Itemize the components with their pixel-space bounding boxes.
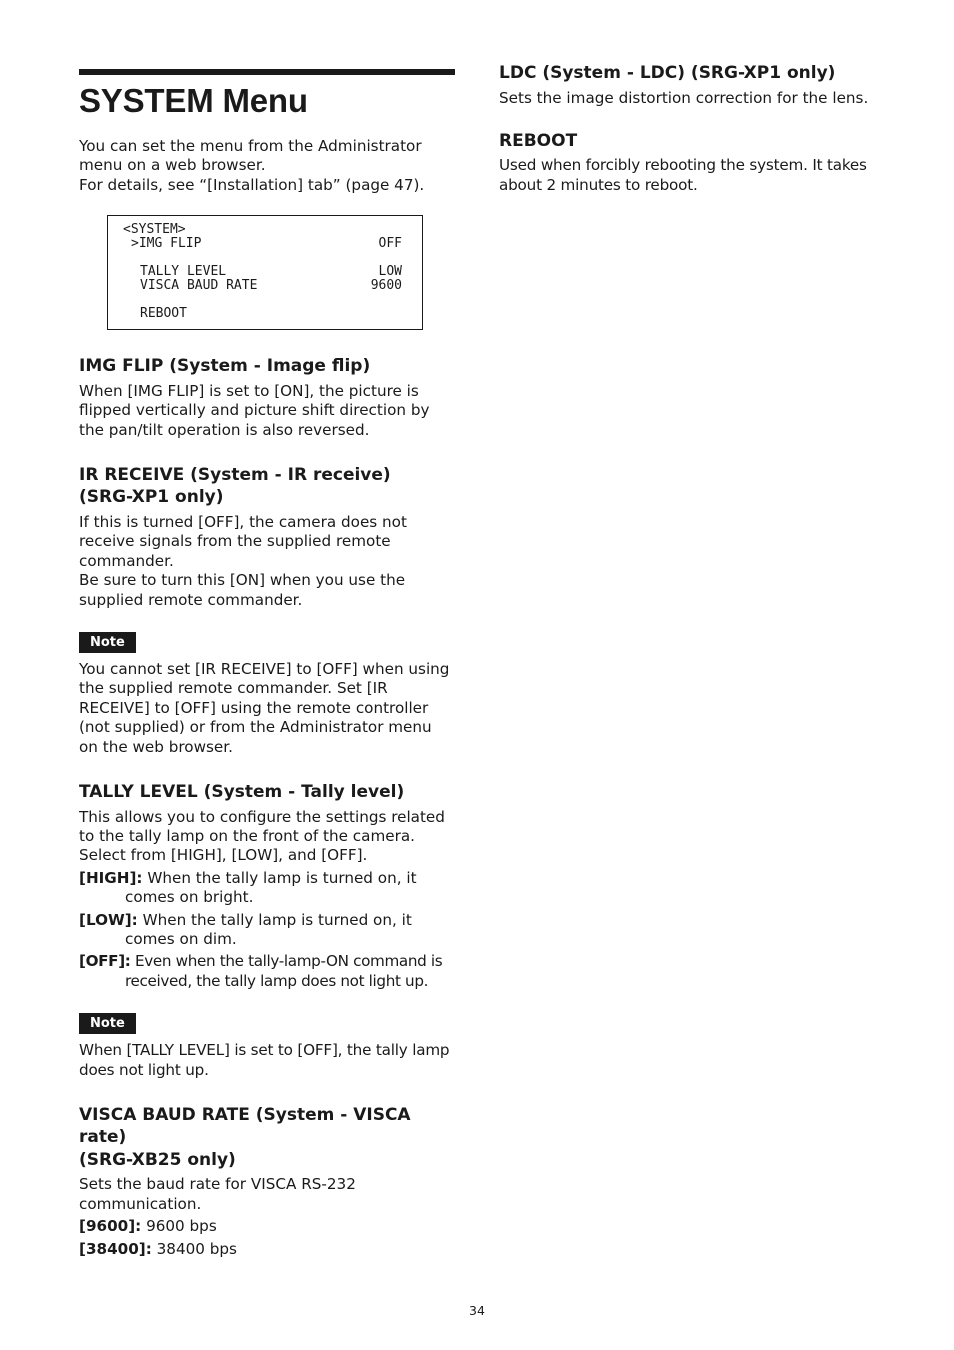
body-visca: Sets the baud rate for VISCA RS-232 communication. xyxy=(79,1175,356,1213)
note-badge: Note xyxy=(79,1013,136,1034)
body-ir-receive-2: Be sure to turn this [ON] when you use the supplied remote commander. xyxy=(79,571,406,609)
option-key: [OFF]: xyxy=(79,952,131,971)
body-reboot: Used when forcibly rebooting the system. It takes about 2 minutes to reboot. xyxy=(499,156,867,194)
menu-row-label: REBOOT xyxy=(140,306,187,322)
note-badge: Note xyxy=(79,632,136,653)
heading-img-flip: IMG FLIP (System - Image flip) xyxy=(79,356,371,377)
menu-header-text: <SYSTEM> xyxy=(123,222,186,238)
option-9600 xyxy=(79,1217,455,1236)
section-reboot xyxy=(499,130,889,195)
heading-visca-line-1: VISCA BAUD RATE (System - VISCA rate) xyxy=(79,1104,411,1148)
menu-gap xyxy=(123,251,402,265)
menu-row-label: TALLY LEVEL xyxy=(140,264,227,280)
option-low xyxy=(79,911,455,950)
option-key: [38400]: xyxy=(79,1239,152,1258)
menu-row-value: OFF xyxy=(378,236,402,252)
heading-visca-line-2: (SRG-XB25 only) xyxy=(79,1149,236,1170)
option-key: [9600]: xyxy=(79,1217,142,1236)
menu-row-visca-baud-rate xyxy=(123,279,402,293)
option-key: [HIGH]: xyxy=(79,868,143,887)
option-text: 9600 bps xyxy=(146,1217,217,1236)
body-ldc: Sets the image distortion correction for the lens. xyxy=(499,88,869,107)
intro-line-1: You can set the menu from the Administrator menu on a web browser. xyxy=(79,137,422,175)
title-rule xyxy=(79,69,455,75)
menu-row-tally-level xyxy=(123,265,402,279)
menu-header xyxy=(123,223,402,237)
section-ldc xyxy=(499,62,889,108)
option-off xyxy=(79,952,455,991)
heading-ir-receive-line-2: (SRG-XP1 only) xyxy=(79,487,224,508)
heading-visca xyxy=(79,1104,455,1172)
option-text: When the tally lamp is turned on, it comes on dim. xyxy=(125,910,412,948)
note-ir-receive: You cannot set [IR RECEIVE] to [OFF] when using the supplied remote commander. Set [IR RECEIVE] to [OFF] using the remote controller (not supplied) or from the Administrator menu on the web browser. xyxy=(79,659,450,756)
intro-line-2: For details, see “[Installation] tab” (page 47). xyxy=(79,175,425,194)
section-img-flip xyxy=(79,355,455,440)
section-visca-baud-rate xyxy=(79,1104,455,1259)
body-img-flip: When [IMG FLIP] is set to [ON], the picture is flipped vertically and picture shift direction by the pan/tilt operation is also reversed. xyxy=(79,381,430,439)
menu-row-label: >IMG FLIP xyxy=(131,236,202,252)
option-key: [LOW]: xyxy=(79,910,138,929)
heading-tally-level: TALLY LEVEL (System - Tally level) xyxy=(79,782,405,802)
page-title: SYSTEM Menu xyxy=(79,82,308,119)
menu-row-reboot xyxy=(123,307,402,321)
page-number: 34 xyxy=(469,1303,485,1318)
note-tally-level: When [TALLY LEVEL] is set to [OFF], the tally lamp does not light up. xyxy=(79,1041,450,1079)
heading-reboot: REBOOT xyxy=(499,130,578,151)
option-text: 38400 bps xyxy=(156,1239,237,1258)
menu-row-value: 9600 xyxy=(370,278,402,294)
body-ir-receive-1: If this is turned [OFF], the camera does not receive signals from the supplied remote commander. xyxy=(79,512,407,570)
menu-gap xyxy=(123,293,402,307)
section-tally-level xyxy=(79,781,455,1080)
heading-ir-receive-line-1: IR RECEIVE (System - IR receive) xyxy=(79,464,391,485)
menu-row-value: LOW xyxy=(378,264,402,280)
body-tally-level: This allows you to configure the settings related to the tally lamp on the front of the camera. Select from [HIGH], [LOW], and [OFF]. xyxy=(79,807,445,865)
option-38400 xyxy=(79,1240,455,1259)
left-column xyxy=(79,69,455,1259)
option-text: Even when the tally-lamp-ON command is received, the tally lamp does not light up. xyxy=(125,952,443,990)
menu-row-img-flip xyxy=(123,237,402,251)
heading-ir-receive xyxy=(79,464,455,509)
option-high xyxy=(79,869,455,908)
right-column xyxy=(499,62,889,195)
menu-row-label: VISCA BAUD RATE xyxy=(140,278,258,294)
system-menu-display xyxy=(107,215,423,330)
heading-ldc: LDC (System - LDC) (SRG-XP1 only) xyxy=(499,63,836,83)
section-ir-receive xyxy=(79,464,455,757)
option-text: When the tally lamp is turned on, it comes on bright. xyxy=(125,868,417,907)
